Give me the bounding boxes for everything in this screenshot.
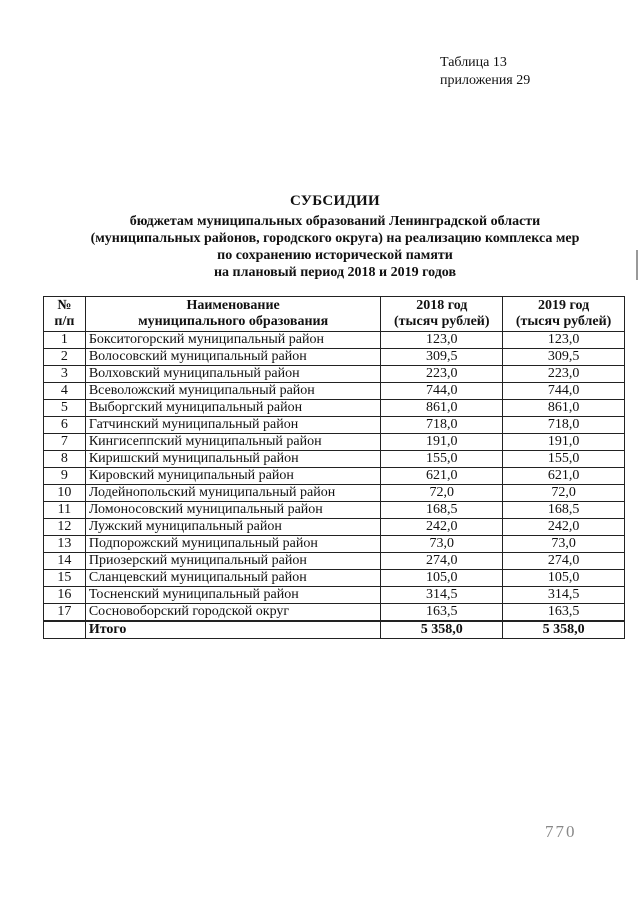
row-name: Лужский муниципальный район xyxy=(85,519,381,536)
total-number-cell xyxy=(44,621,86,639)
table-row xyxy=(44,468,625,485)
row-2019-value: 163,5 xyxy=(503,604,625,622)
document-title xyxy=(40,193,630,281)
row-2019-value: 73,0 xyxy=(503,536,625,553)
row-name: Волосовский муниципальный район xyxy=(85,349,381,366)
row-2018-value: 191,0 xyxy=(381,434,503,451)
row-name: Кировский муниципальный район xyxy=(85,468,381,485)
table-row xyxy=(44,587,625,604)
row-2018-value: 105,0 xyxy=(381,570,503,587)
row-name: Сосновоборский городской округ xyxy=(85,604,381,622)
table-row xyxy=(44,349,625,366)
table-body xyxy=(44,332,625,622)
row-name: Приозерский муниципальный район xyxy=(85,553,381,570)
row-2018-value: 168,5 xyxy=(381,502,503,519)
header-2018-line1: 2018 год xyxy=(416,298,468,313)
row-2018-value: 223,0 xyxy=(381,366,503,383)
table-row xyxy=(44,383,625,400)
table-row xyxy=(44,485,625,502)
row-number: 10 xyxy=(44,485,86,502)
table-number: Таблица 13 xyxy=(440,55,507,70)
row-name: Тосненский муниципальный район xyxy=(85,587,381,604)
row-2019-value: 861,0 xyxy=(503,400,625,417)
row-number: 4 xyxy=(44,383,86,400)
row-number: 16 xyxy=(44,587,86,604)
row-2019-value: 191,0 xyxy=(503,434,625,451)
row-name: Бокситогорский муниципальный район xyxy=(85,332,381,349)
row-name: Сланцевский муниципальный район xyxy=(85,570,381,587)
header-2018 xyxy=(381,297,503,332)
header-2019 xyxy=(503,297,625,332)
row-number: 8 xyxy=(44,451,86,468)
table-row xyxy=(44,434,625,451)
row-2019-value: 744,0 xyxy=(503,383,625,400)
row-number: 15 xyxy=(44,570,86,587)
row-name: Ломоносовский муниципальный район xyxy=(85,502,381,519)
scan-edge-mark xyxy=(636,250,638,280)
table-row xyxy=(44,451,625,468)
row-name: Киришский муниципальный район xyxy=(85,451,381,468)
row-2019-value: 242,0 xyxy=(503,519,625,536)
row-number: 17 xyxy=(44,604,86,622)
row-number: 13 xyxy=(44,536,86,553)
header-name-line1: Наименование xyxy=(186,298,280,313)
row-2018-value: 718,0 xyxy=(381,417,503,434)
table-reference xyxy=(440,54,530,90)
row-number: 6 xyxy=(44,417,86,434)
row-2019-value: 309,5 xyxy=(503,349,625,366)
row-name: Волховский муниципальный район xyxy=(85,366,381,383)
row-2018-value: 309,5 xyxy=(381,349,503,366)
total-2018: 5 358,0 xyxy=(381,621,503,639)
header-name-line2: муниципального образования xyxy=(138,314,329,329)
row-2019-value: 105,0 xyxy=(503,570,625,587)
row-number: 7 xyxy=(44,434,86,451)
row-name: Подпорожский муниципальный район xyxy=(85,536,381,553)
row-2019-value: 72,0 xyxy=(503,485,625,502)
row-2019-value: 718,0 xyxy=(503,417,625,434)
title-line-4: на плановый период 2018 и 2019 годов xyxy=(213,265,457,280)
header-2018-line2: (тысяч рублей) xyxy=(394,314,490,329)
table-row xyxy=(44,519,625,536)
title-main: СУБСИДИИ xyxy=(289,193,380,209)
row-2019-value: 314,5 xyxy=(503,587,625,604)
row-2018-value: 155,0 xyxy=(381,451,503,468)
table-row xyxy=(44,417,625,434)
table-row xyxy=(44,332,625,349)
table-row xyxy=(44,400,625,417)
header-2019-line2: (тысяч рублей) xyxy=(515,314,612,329)
appendix-number: приложения 29 xyxy=(440,73,531,88)
row-2018-value: 314,5 xyxy=(381,587,503,604)
row-2018-value: 621,0 xyxy=(381,468,503,485)
row-2019-value: 274,0 xyxy=(503,553,625,570)
row-number: 12 xyxy=(44,519,86,536)
row-2018-value: 242,0 xyxy=(381,519,503,536)
table-row xyxy=(44,366,625,383)
table-header-row xyxy=(44,297,625,332)
row-name: Кингисеппский муниципальный район xyxy=(85,434,381,451)
row-2018-value: 861,0 xyxy=(381,400,503,417)
row-2019-value: 621,0 xyxy=(503,468,625,485)
row-2019-value: 123,0 xyxy=(503,332,625,349)
header-name xyxy=(85,297,381,332)
row-2019-value: 168,5 xyxy=(503,502,625,519)
header-number-line1: № xyxy=(57,298,72,313)
row-2018-value: 73,0 xyxy=(381,536,503,553)
row-name: Лодейнопольский муниципальный район xyxy=(85,485,381,502)
row-2018-value: 274,0 xyxy=(381,553,503,570)
subsidies-table xyxy=(43,296,625,639)
table-row xyxy=(44,536,625,553)
table-row xyxy=(44,502,625,519)
header-number-line2: п/п xyxy=(54,314,75,329)
page-number: 770 xyxy=(545,822,577,841)
total-2019: 5 358,0 xyxy=(503,621,625,639)
total-label: Итого xyxy=(85,621,381,639)
title-line-3: по сохранению исторической памяти xyxy=(217,248,453,263)
table-row xyxy=(44,604,625,622)
row-2018-value: 123,0 xyxy=(381,332,503,349)
row-number: 5 xyxy=(44,400,86,417)
row-number: 9 xyxy=(44,468,86,485)
title-line-1: бюджетам муниципальных образований Ленинградской области xyxy=(129,214,541,229)
row-2018-value: 744,0 xyxy=(381,383,503,400)
total-row xyxy=(44,621,625,639)
title-line-2: (муниципальных районов, городского округа) на реализацию комплекса мер xyxy=(90,231,580,246)
row-number: 11 xyxy=(44,502,86,519)
row-2019-value: 223,0 xyxy=(503,366,625,383)
header-number xyxy=(44,297,86,332)
row-name: Всеволожский муниципальный район xyxy=(85,383,381,400)
row-number: 1 xyxy=(44,332,86,349)
row-2019-value: 155,0 xyxy=(503,451,625,468)
table-row xyxy=(44,553,625,570)
row-2018-value: 72,0 xyxy=(381,485,503,502)
row-number: 2 xyxy=(44,349,86,366)
row-number: 3 xyxy=(44,366,86,383)
header-2019-line1: 2019 год xyxy=(538,298,590,313)
row-name: Гатчинский муниципальный район xyxy=(85,417,381,434)
table-row xyxy=(44,570,625,587)
row-name: Выборгский муниципальный район xyxy=(85,400,381,417)
row-number: 14 xyxy=(44,553,86,570)
row-2018-value: 163,5 xyxy=(381,604,503,622)
